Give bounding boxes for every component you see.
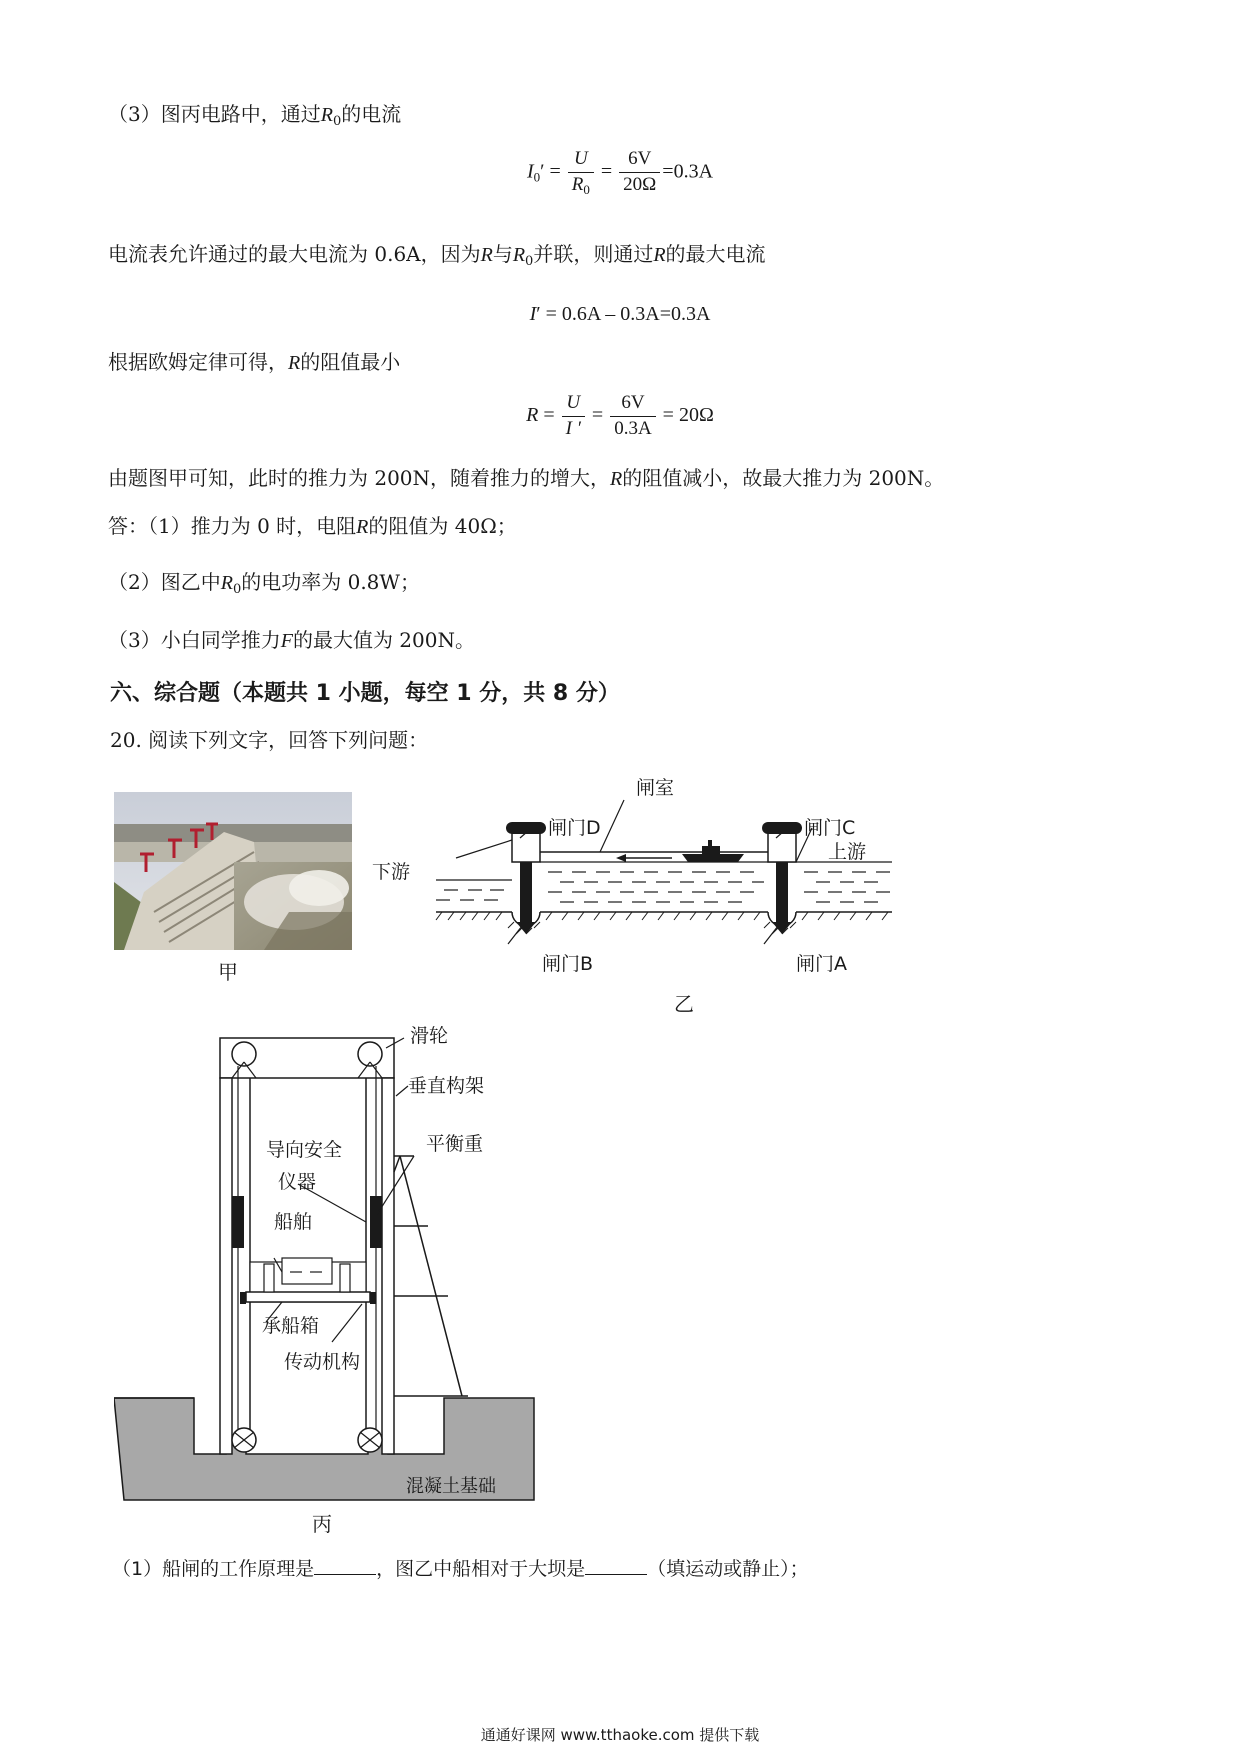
equals-sign: = [591,403,604,426]
text-segment: 的电流 [341,102,402,126]
text-segment: 根据欧姆定律可得， [108,350,288,374]
text-segment: （1）船闸的工作原理是 [112,1558,315,1580]
label-carrier: 承船箱 [262,1315,320,1337]
label-foundation: 混凝土基础 [406,1476,496,1497]
label-gate-b: 闸门B [542,953,594,975]
variable-r: R [288,352,301,374]
text-segment: 的电功率为 0.8W； [241,570,420,594]
counterweight-left [232,1196,244,1248]
equals-sign: = [543,403,555,426]
label-drive: 传动机构 [284,1351,361,1373]
text-segment: 的最大电流 [665,242,766,266]
caption-jia: 甲 [218,960,238,984]
label-gate-c: 闸门C [804,817,856,839]
label-frame: 垂直构架 [408,1075,485,1097]
ship-carrier [246,1292,370,1302]
denominator: 0.3A [614,417,652,439]
text-segment: 的阻值减小，故最大推力为 200N。 [622,466,945,490]
label-guide-line1: 导向安全 [266,1139,343,1161]
equation-rest: ′ = 0.6A – 0.3A=0.3A [536,303,711,325]
numerator: 6V [619,148,660,173]
equation-current-r0 [0,148,1240,197]
ship-lift-diagram [114,1026,544,1506]
subscript: 0 [583,181,590,197]
subscript: 0 [232,582,242,597]
variable-r: R [653,244,666,266]
text-segment: 与 [492,242,513,266]
variable-r: R [480,244,493,266]
text-segment: （填运动或静止）； [647,1558,809,1580]
text-segment: 的阻值为 40Ω； [368,514,517,538]
variable-r: R [610,468,623,490]
section-heading: 六、综合题（本题共 1 小题，每空 1 分，共 8 分） [110,681,620,706]
prime-equals: ′ = [540,160,561,183]
text-segment: ，图乙中船相对于大坝是 [376,1558,586,1580]
gate-d [512,832,540,862]
label-counterweight: 平衡重 [426,1133,484,1155]
numerator: U [568,148,594,173]
equation-resistance [0,392,1240,441]
question-20: 20. 阅读下列文字，回答下列问题： [110,728,429,752]
variable-r: R [220,572,233,594]
numerator: U [562,392,585,417]
variable-i: I [526,160,534,183]
label-ship: 船舶 [274,1211,313,1233]
fraction-u-over-r0 [568,148,594,197]
text-segment: （3）图丙电路中，通过 [108,102,321,126]
label-upstream: 上游 [828,841,867,863]
part3-intro [108,102,401,130]
text-segment: （3）小白同学推力 [108,628,281,652]
text-segment: （2）图乙中 [108,570,221,594]
text-segment: 电流表允许通过的最大电流为 0.6A，因为 [108,242,481,266]
variable-r: R [526,403,539,426]
subscript: 0 [525,254,534,269]
page-footer: 通通好课网 www.tthaoke.com 提供下载 [480,1726,760,1744]
variable-f: F [280,630,293,652]
dam-photo [114,792,352,950]
paragraph-ohms-law [108,350,400,375]
answer-blank-principle[interactable] [314,1556,376,1575]
answer-1 [108,514,517,539]
variable-i: I [529,303,537,325]
fraction-6v-over-03a [610,392,655,441]
label-chamber: 闸室 [636,777,675,799]
label-pulley: 滑轮 [410,1026,449,1047]
answer-blank-motion[interactable] [585,1556,647,1575]
text-segment: 由题图甲可知，此时的推力为 200N，随着推力的增大， [108,466,611,490]
equation-current-r [0,302,1240,326]
subscript: 0 [533,169,541,185]
denominator: 20Ω [623,174,657,196]
variable-r: R [320,104,333,126]
label-downstream: 下游 [372,861,411,883]
flow-arrow-icon [616,854,672,862]
pulley-icon [232,1042,382,1452]
caption-yi: 乙 [674,992,694,1016]
fraction-u-over-i [562,392,585,441]
label-gate-a: 闸门A [796,953,847,975]
label-gate-d: 闸门D [548,817,601,839]
counterweight-right [370,1196,382,1248]
variable-r: R [356,516,369,538]
numerator: 6V [610,392,655,417]
subscript: 0 [332,114,342,129]
text-segment: 并联，则通过 [533,242,654,266]
ship-icon [682,840,744,862]
label-guide-line2: 仪器 [278,1171,317,1193]
text-segment: 答：（1）推力为 0 时，电阻 [108,514,357,538]
denominator: I ′ [565,417,581,439]
variable-r: R [512,244,526,266]
gate-b [520,862,532,922]
caption-bing: 丙 [312,1512,332,1536]
denominator-var: R [571,173,584,195]
result: =0.3A [662,160,714,183]
answer-2 [108,570,420,598]
result: = 20Ω [662,403,714,426]
gate-c [768,832,796,862]
fraction-6v-over-20ohm [619,148,660,197]
text-segment: 的最大值为 200N。 [292,628,475,652]
answer-3 [108,628,475,653]
paragraph-max-current [108,242,766,270]
paragraph-max-force [108,466,944,491]
ship-lock-diagram [372,776,932,976]
gate-a [776,862,788,922]
question-1-line [112,1556,809,1581]
text-segment: 的阻值最小 [300,350,401,374]
equals-sign: = [600,160,613,183]
